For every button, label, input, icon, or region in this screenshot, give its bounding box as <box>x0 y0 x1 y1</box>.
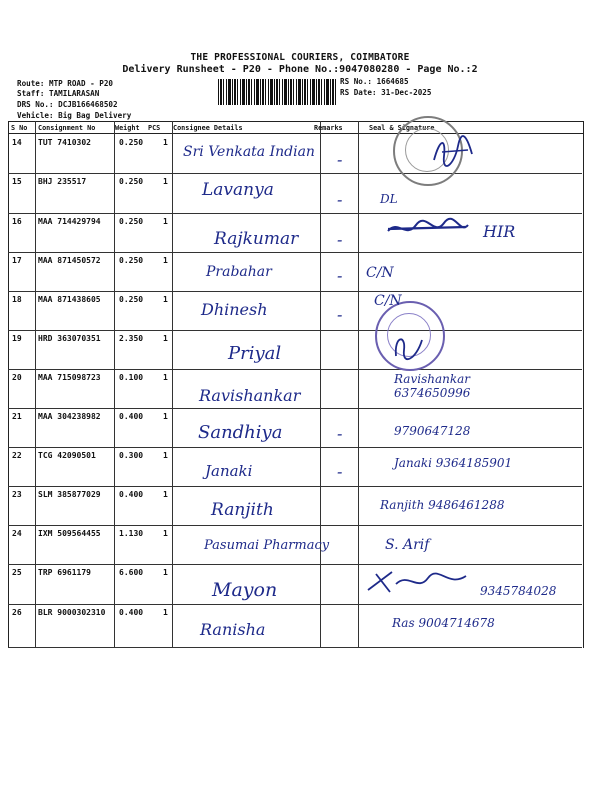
row-weight: 2.350 <box>119 334 144 343</box>
handwritten-consignee-name: Prabahar <box>206 264 272 280</box>
handwritten-seal-note: Ravishankar 6374650996 <box>394 372 471 400</box>
handwritten-remark: - <box>337 424 343 443</box>
barcode <box>218 79 336 105</box>
row-pcs: 1 <box>163 451 168 460</box>
row-weight: 0.400 <box>119 490 144 499</box>
col-header-seal: Seal & Signature <box>369 124 435 132</box>
handwritten-consignee-name: Ravishankar <box>199 386 301 405</box>
row-consignment: TCG 42090501 <box>38 451 96 460</box>
handwritten-consignee-name: Mayon <box>212 579 278 601</box>
handwritten-signature <box>428 132 478 172</box>
table-row <box>8 408 582 448</box>
row-sno: 21 <box>12 412 22 421</box>
row-weight: 1.130 <box>119 529 144 538</box>
handwritten-seal-note: Ras 9004714678 <box>392 616 495 630</box>
col-header-weight: Weight <box>115 124 140 132</box>
row-weight: 0.250 <box>119 217 144 226</box>
row-consignment: TUT 7410302 <box>38 138 91 147</box>
handwritten-consignee-name: Pasumai Pharmacy <box>204 538 330 553</box>
row-weight: 0.250 <box>119 295 144 304</box>
vehicle-label: Vehicle: Big Bag Delivery <box>17 111 132 120</box>
row-weight: 6.600 <box>119 568 144 577</box>
row-weight: 0.400 <box>119 412 144 421</box>
drs-number: DRS No.: DCJB166468502 <box>17 100 118 109</box>
row-weight: 0.400 <box>119 608 144 617</box>
row-consignment: MAA 304238982 <box>38 412 101 421</box>
row-consignment: SLM 385877029 <box>38 490 101 499</box>
row-pcs: 1 <box>163 490 168 499</box>
table-top-line <box>9 121 583 122</box>
company-name: THE PROFESSIONAL COURIERS, COIMBATORE <box>190 52 410 63</box>
row-pcs: 1 <box>163 412 168 421</box>
row-pcs: 1 <box>163 568 168 577</box>
handwritten-remark: - <box>337 462 343 481</box>
handwritten-consignee-name: Lavanya <box>202 180 274 200</box>
col-header-consignee: Consignee Details <box>173 124 243 132</box>
row-consignment: MAA 715098723 <box>38 373 101 382</box>
row-consignment: BHJ 235517 <box>38 177 87 186</box>
row-pcs: 1 <box>163 177 168 186</box>
row-weight: 0.250 <box>119 256 144 265</box>
row-sno: 24 <box>12 529 22 538</box>
row-sno: 26 <box>12 608 22 617</box>
row-sno: 17 <box>12 256 22 265</box>
handwritten-consignee-name: Dhinesh <box>201 300 268 319</box>
handwritten-seal-note: C/N <box>374 293 402 309</box>
handwritten-seal-note: Ranjith 9486461288 <box>380 498 505 512</box>
handwritten-remark: - <box>337 305 343 324</box>
handwritten-consignee-name: Ranjith <box>211 500 274 520</box>
handwritten-seal-note: Janaki 9364185901 <box>394 456 513 470</box>
handwritten-consignee-name: Sri Venkata Indian <box>183 144 315 160</box>
handwritten-signature <box>388 330 428 364</box>
handwritten-remark: - <box>337 266 343 285</box>
row-pcs: 1 <box>163 373 168 382</box>
runsheet-title: Delivery Runsheet - P20 - Phone No.:9047080280 - Page No.:2 <box>122 64 478 75</box>
handwritten-seal-note: HIR <box>483 222 516 241</box>
row-sno: 25 <box>12 568 22 577</box>
row-sno: 20 <box>12 373 22 382</box>
handwritten-remark: - <box>337 190 343 209</box>
scribble-icon <box>384 217 470 241</box>
row-sno: 19 <box>12 334 22 343</box>
handwritten-seal-note: DL <box>380 192 398 206</box>
table-row <box>8 604 582 648</box>
row-consignment: TRP 6961179 <box>38 568 91 577</box>
row-consignment: BLR 9000302310 <box>38 608 106 617</box>
col-header-consignment: Consignment No <box>38 124 96 132</box>
row-pcs: 1 <box>163 529 168 538</box>
row-sno: 15 <box>12 177 22 186</box>
handwritten-remark: - <box>337 230 343 249</box>
handwritten-remark: - <box>337 150 343 169</box>
handwritten-consignee-name: Ranisha <box>200 620 266 639</box>
col-header-remarks: Remarks <box>314 124 343 132</box>
handwritten-consignee-name: Sandhiya <box>198 422 283 443</box>
route-label: Route: MTP ROAD - P20 <box>17 79 114 88</box>
rs-number: RS No.: 1664685 <box>340 77 409 86</box>
row-consignment: IXM 509564455 <box>38 529 101 538</box>
row-pcs: 1 <box>163 217 168 226</box>
row-consignment: HRD 363070351 <box>38 334 101 343</box>
handwritten-seal-note: C/N <box>366 265 394 281</box>
table-row <box>8 173 582 214</box>
handwritten-seal-note: 9345784028 <box>480 584 557 598</box>
row-pcs: 1 <box>163 295 168 304</box>
row-consignment: MAA 871438605 <box>38 295 101 304</box>
handwritten-consignee-name: Janaki <box>205 462 253 480</box>
rs-date: RS Date: 31-Dec-2025 <box>340 88 432 97</box>
row-weight: 0.300 <box>119 451 144 460</box>
table-row <box>8 252 582 292</box>
row-sno: 14 <box>12 138 22 147</box>
row-pcs: 1 <box>163 256 168 265</box>
row-sno: 18 <box>12 295 22 304</box>
row-weight: 0.250 <box>119 177 144 186</box>
col-header-pcs: PCS <box>148 124 161 132</box>
handwritten-consignee-name: Priyal <box>228 343 282 364</box>
handwritten-signature <box>362 566 472 598</box>
handwritten-seal-note: 9790647128 <box>394 424 471 438</box>
row-pcs: 1 <box>163 138 168 147</box>
row-consignment: MAA 714429794 <box>38 217 101 226</box>
handwritten-seal-note: S. Arif <box>385 537 430 553</box>
row-consignment: MAA 871450572 <box>38 256 101 265</box>
row-weight: 0.250 <box>119 138 144 147</box>
table-row <box>8 291 582 331</box>
staff-label: Staff: TAMILARASAN <box>17 89 100 98</box>
row-sno: 23 <box>12 490 22 499</box>
col-header-sno: S No <box>11 124 28 132</box>
row-pcs: 1 <box>163 608 168 617</box>
row-pcs: 1 <box>163 334 168 343</box>
row-sno: 16 <box>12 217 22 226</box>
table-row <box>8 330 582 370</box>
row-sno: 22 <box>12 451 22 460</box>
row-weight: 0.100 <box>119 373 144 382</box>
handwritten-consignee-name: Rajkumar <box>214 229 299 249</box>
